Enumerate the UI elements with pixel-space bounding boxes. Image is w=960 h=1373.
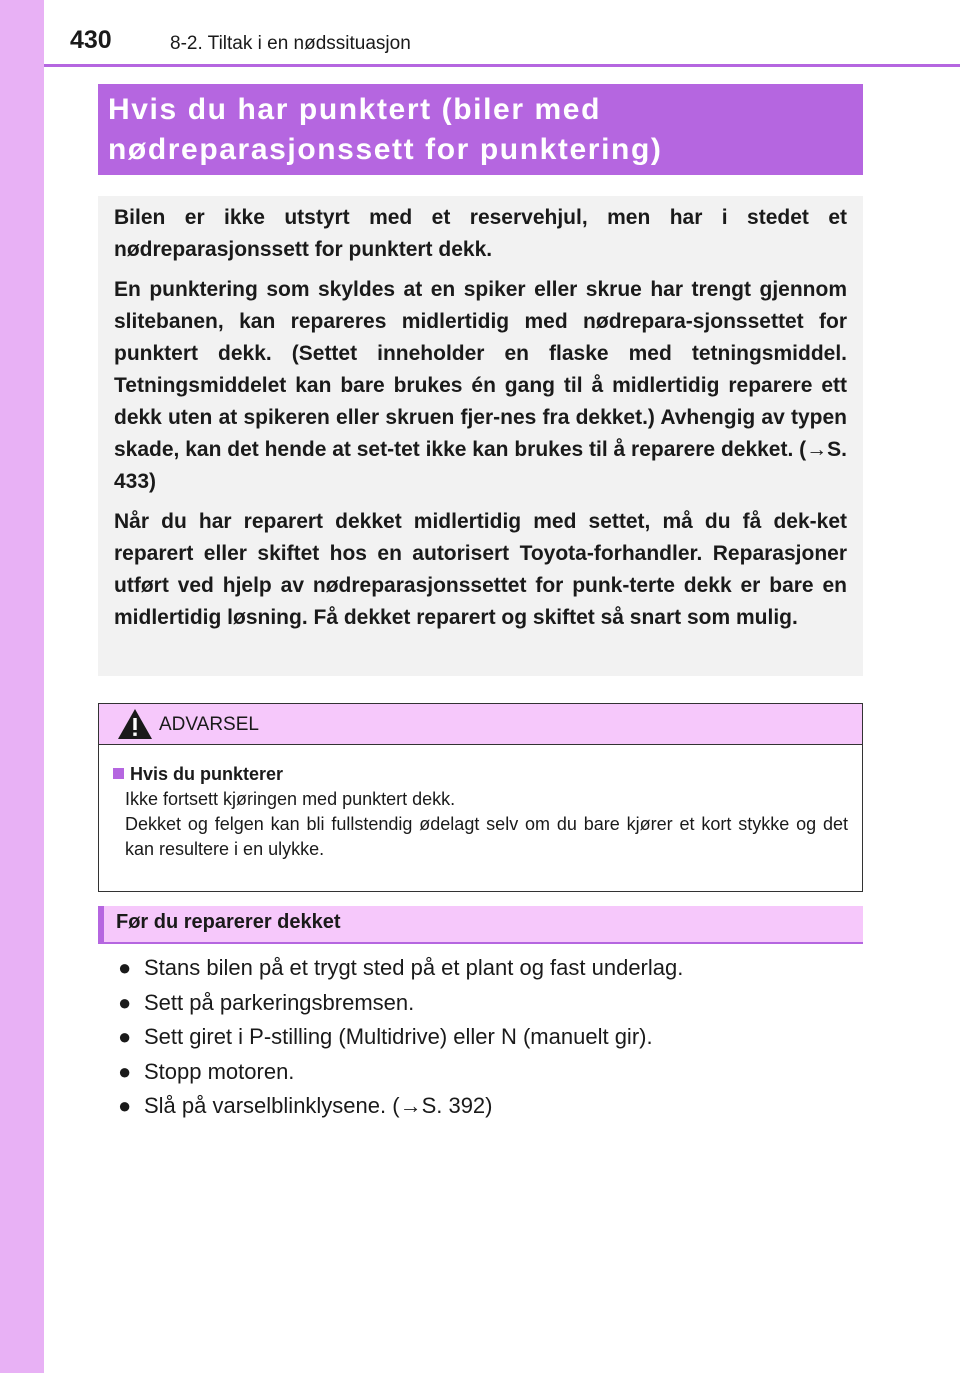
warning-text: Dekket og felgen kan bli fullstendig ødelagt selv om du bare kjører et kort stykke og det kan resultere i en ulykke. [125,814,848,859]
warning-subheading [113,761,848,787]
subsection-title: Før du reparerer dekket [116,911,341,933]
intro-paragraph: Bilen er ikke utstyrt med et reservehjul, men har i stedet et nødreparasjonssett for punktert dekk. [114,206,847,261]
warning-subheading-text: Hvis du punkterer [130,764,284,784]
warning-header [99,704,862,745]
round-bullet-icon: ● [118,955,132,980]
step-text: Stans bilen på et trygt sted på et plant og fast underlag. [144,955,684,980]
step-text: Stopp motoren. [144,1058,295,1084]
warning-body [99,745,862,862]
page-title-line-1: Hvis du har punktert (biler med [108,93,602,126]
list-item [118,951,683,986]
side-color-strip [0,0,44,1373]
header-divider [44,64,960,67]
round-bullet-icon: ● [118,1024,132,1049]
step-text: Slå på varselblinklysene. (→S. 392) [144,1093,493,1118]
square-bullet-icon [113,768,124,779]
subsection-heading [98,906,863,944]
warning-label: ADVARSEL [159,714,259,735]
round-bullet-icon: ● [118,1093,132,1118]
list-item [118,1089,683,1124]
warning-text: Ikke fortsett kjøringen med punktert dekk. [125,789,456,809]
intro-paragraph: Når du har reparert dekket midlertidig med settet, må du få dek-ket reparert eller skiftet hos en autorisert Toyota-forhandler. Reparasjoner utført ved hjelp av nødreparasjonssettet for punk-terte dekk er bare en midlertidig løsning. Få dekket reparert og skiftet så snart som mulig. [114,510,847,629]
page-number: 430 [70,26,112,54]
step-text: Sett på parkeringsbremsen. [144,989,415,1015]
page-title-line-2: nødreparasjonssett for punktering) [108,133,663,166]
warning-box [98,703,863,892]
warning-triangle-icon [117,708,153,740]
round-bullet-icon: ● [118,1058,132,1084]
round-bullet-icon: ● [118,989,132,1015]
page-title-box [98,84,863,175]
intro-paragraph: En punktering som skyldes at en spiker eller skrue har trengt gjennom slitebanen, kan repareres midlertidig med nødrepara-sjonssettet for punktert dekk. (Settet inneholder en flaske med tetningsmiddel. Tetningsmiddelet kan bare brukes én gang til å midlertidig reparere ett dekk uten at spikeren eller skruen fjer-nes fra dekket.) Avhengig av typen skade, kan det hende at set-tet ikke kan brukes til å reparere dekket. (→S. 433) [114,278,847,493]
list-item [118,1055,683,1090]
section-header: 8-2. Tiltak i en nødssituasjon [170,33,411,54]
step-list [118,951,683,1124]
list-item [118,986,683,1021]
list-item [118,1020,683,1055]
step-text: Sett giret i P-stilling (Multidrive) eller N (manuelt gir). [144,1024,653,1049]
intro-box [98,196,863,676]
